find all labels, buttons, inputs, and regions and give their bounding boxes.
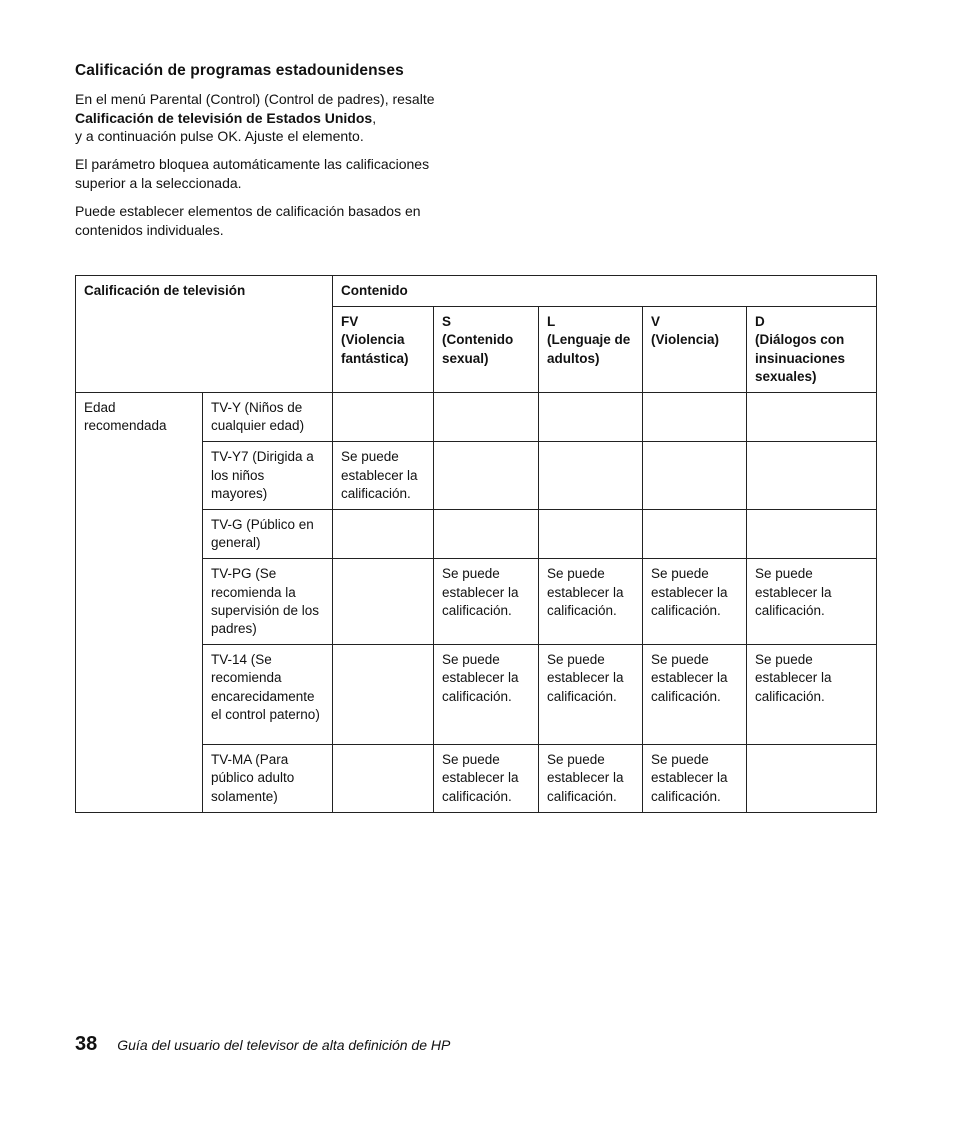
table-cell xyxy=(643,442,747,510)
table-cell xyxy=(333,745,434,813)
table-cell xyxy=(643,393,747,442)
section-title: Calificación de programas estadounidenses xyxy=(75,62,404,79)
page-footer xyxy=(75,1033,450,1056)
category-desc: (Diálogos con insinuaciones sexuales) xyxy=(755,332,846,384)
category-desc: (Lenguaje de adultos) xyxy=(547,332,631,366)
table-cell xyxy=(747,442,877,510)
table-cell xyxy=(333,559,434,645)
category-desc: (Violencia) xyxy=(651,332,720,348)
category-code: D xyxy=(755,314,765,330)
category-header-l xyxy=(539,307,643,393)
table-cell xyxy=(434,510,539,559)
table-row xyxy=(76,393,877,442)
table-cell: Se puede establecer la calificación. xyxy=(539,559,643,645)
table-cell xyxy=(434,442,539,510)
rating-label: TV-Y7 (Dirigida a los niños mayores) xyxy=(203,442,333,510)
table-cell: Se puede establecer la calificación. xyxy=(333,442,434,510)
table-cell: Se puede establecer la calificación. xyxy=(643,559,747,645)
table-cell xyxy=(747,745,877,813)
table-cell: Se puede establecer la calificación. xyxy=(539,745,643,813)
rating-label: TV-G (Público en general) xyxy=(203,510,333,559)
table-cell: Se puede establecer la calificación. xyxy=(747,559,877,645)
table-cell: Se puede establecer la calificación. xyxy=(434,745,539,813)
rating-column-header: Calificación de televisión xyxy=(76,276,333,393)
menu-item-name: Calificación de televisión de Estados Unidos xyxy=(75,109,373,126)
intro-text: En el menú Parental (Control) (Control de padres), resalte xyxy=(75,91,435,107)
table-header-row-1 xyxy=(76,276,877,307)
category-header-d xyxy=(747,307,877,393)
category-code: FV xyxy=(341,314,359,330)
table-cell xyxy=(333,393,434,442)
table-cell xyxy=(333,645,434,745)
intro-paragraph xyxy=(75,90,475,146)
table-cell: Se puede establecer la calificación. xyxy=(434,645,539,745)
category-desc: (Contenido sexual) xyxy=(442,332,514,366)
rating-label: TV-MA (Para público adulto solamente) xyxy=(203,745,333,813)
content-paragraph: Puede establecer elementos de calificación basados en contenidos individuales. xyxy=(75,203,421,238)
table-cell xyxy=(643,510,747,559)
table-cell: Se puede establecer la calificación. xyxy=(747,645,877,745)
block-paragraph: El parámetro bloquea automáticamente las calificaciones superior a la seleccionada. xyxy=(75,156,430,191)
intro-instruction: y a continuación pulse OK. Ajuste el elemento. xyxy=(75,128,364,144)
table-cell: Se puede establecer la calificación. xyxy=(539,645,643,745)
table-cell: Se puede establecer la calificación. xyxy=(434,559,539,645)
page-number: 38 xyxy=(75,1033,98,1055)
table-cell xyxy=(539,510,643,559)
table-cell xyxy=(747,393,877,442)
ratings-table xyxy=(75,275,877,813)
comma: , xyxy=(372,109,377,126)
category-desc: (Violencia fantástica) xyxy=(341,332,409,366)
category-code: V xyxy=(651,314,661,330)
age-label: Edad recomendada xyxy=(76,393,203,813)
category-header-fv xyxy=(333,307,434,393)
table-cell xyxy=(539,393,643,442)
table-cell xyxy=(747,510,877,559)
document-title: Guía del usuario del televisor de alta definición de HP xyxy=(117,1037,451,1053)
table-cell xyxy=(434,393,539,442)
content-group-header: Contenido xyxy=(333,276,877,307)
table-cell xyxy=(539,442,643,510)
category-header-s xyxy=(434,307,539,393)
table-cell: Se puede establecer la calificación. xyxy=(643,645,747,745)
rating-label: TV-Y (Niños de cualquier edad) xyxy=(203,393,333,442)
category-code: L xyxy=(547,314,556,330)
table-cell xyxy=(333,510,434,559)
table-cell: Se puede establecer la calificación. xyxy=(643,745,747,813)
category-header-v xyxy=(643,307,747,393)
rating-label: TV-PG (Se recomienda la supervisión de los padres) xyxy=(203,559,333,645)
rating-label: TV-14 (Se recomienda encarecidamente el control paterno) xyxy=(203,645,333,745)
category-code: S xyxy=(442,314,452,330)
